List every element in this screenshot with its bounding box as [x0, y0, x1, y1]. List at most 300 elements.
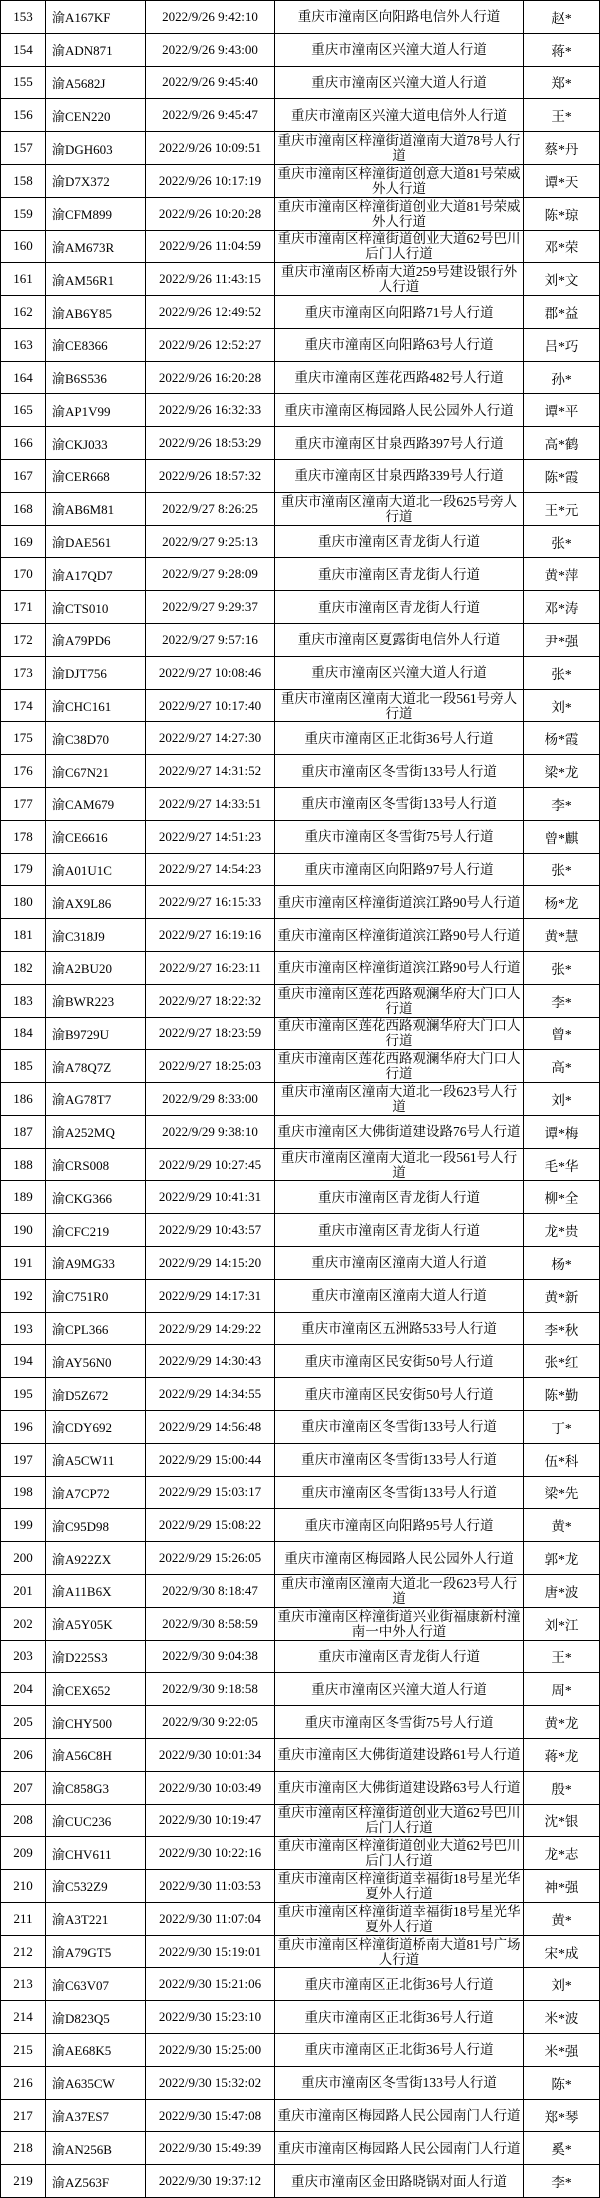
plate-number: 渝AE68K5 [52, 2043, 112, 2059]
table-row [1, 1181, 600, 1214]
plate-number-cell [46, 1542, 146, 1575]
plate-number: 渝AY56N0 [52, 1354, 112, 1370]
plate-number: 渝CEN220 [52, 108, 111, 124]
table-row [1, 1, 600, 34]
timestamp-cell [146, 1149, 275, 1182]
owner-name-cell [524, 427, 600, 460]
table-row [1, 493, 600, 526]
timestamp: 2022/9/29 9:38:10 [162, 1123, 258, 1139]
plate-number: 渝C63V07 [52, 1977, 110, 1993]
location: 重庆市潼南区冬雪街133号人行道 [301, 2075, 497, 2091]
timestamp-cell [146, 1378, 275, 1411]
timestamp: 2022/9/27 9:25:13 [162, 533, 258, 549]
plate-number-cell [46, 1837, 146, 1870]
plate-number-cell [46, 99, 146, 132]
timestamp-cell [146, 2165, 275, 2198]
row-number-cell [1, 1116, 46, 1149]
owner-name: 蔡*丹 [544, 142, 579, 158]
table-row [1, 1444, 600, 1477]
owner-name: 刘*文 [544, 273, 579, 289]
plate-number: 渝B6S536 [52, 371, 107, 387]
row-number: 168 [13, 500, 33, 516]
location-cell [275, 1608, 524, 1641]
timestamp: 2022/9/26 18:53:29 [158, 435, 262, 451]
plate-number-cell [46, 2001, 146, 2034]
timestamp: 2022/9/30 10:01:34 [158, 1746, 262, 1762]
owner-name: 杨* [551, 1256, 572, 1272]
plate-number-cell [46, 263, 146, 296]
row-number: 173 [13, 664, 33, 680]
row-number: 198 [13, 1484, 33, 1500]
row-number-cell [1, 296, 46, 329]
owner-name: 高*鹤 [544, 437, 579, 453]
plate-number: 渝DJT756 [52, 666, 107, 682]
plate-number: 渝B9729U [52, 1026, 110, 1042]
timestamp-cell [146, 2067, 275, 2100]
timestamp-cell [146, 296, 275, 329]
plate-number-cell [46, 1870, 146, 1903]
timestamp-cell [146, 755, 275, 788]
timestamp: 2022/9/26 16:20:28 [158, 369, 262, 385]
table-row [1, 198, 600, 231]
timestamp-cell [146, 1116, 275, 1149]
timestamp: 2022/9/30 8:18:47 [162, 1582, 258, 1598]
row-number: 210 [13, 1877, 33, 1893]
location: 重庆市潼南区桥南大道259号建设银行外人行道 [280, 264, 518, 295]
table-row [1, 788, 600, 821]
plate-number: 渝CHC161 [52, 699, 112, 714]
row-number-cell [1, 1805, 46, 1838]
table-row [1, 1903, 600, 1936]
plate-number-cell [46, 1805, 146, 1838]
row-number-cell [1, 1772, 46, 1805]
table-row [1, 1542, 600, 1575]
location: 重庆市潼南区冬雪街133号人行道 [301, 1452, 497, 1468]
location: 重庆市潼南区向阳路71号人行道 [304, 304, 494, 320]
plate-number-cell [46, 657, 146, 690]
plate-number-cell [46, 624, 146, 657]
location: 重庆市潼南区冬雪街133号人行道 [301, 1484, 497, 1500]
table-row [1, 526, 600, 559]
owner-name-cell [524, 1247, 600, 1280]
plate-number: 渝D7X372 [52, 174, 110, 190]
location: 重庆市潼南区潼南大道北一段623号人行道 [280, 1083, 518, 1114]
owner-name-cell [524, 1739, 600, 1772]
plate-number-cell [46, 1673, 146, 1706]
location: 重庆市潼南区民安街50号人行道 [304, 1386, 494, 1402]
owner-name-cell [524, 1018, 600, 1051]
row-number-cell [1, 1673, 46, 1706]
owner-name-cell [524, 1641, 600, 1674]
row-number-cell [1, 460, 46, 493]
location: 重庆市潼南区冬雪街133号人行道 [301, 1419, 497, 1435]
location: 重庆市潼南区兴潼大道人行道 [311, 42, 487, 58]
owner-name-cell [524, 624, 600, 657]
owner-name-cell [524, 886, 600, 919]
timestamp: 2022/9/27 16:15:33 [158, 894, 262, 910]
owner-name-cell [524, 1837, 600, 1870]
row-number-cell [1, 231, 46, 264]
timestamp-cell [146, 1805, 275, 1838]
table-row [1, 919, 600, 952]
owner-name: 张*红 [544, 1355, 579, 1371]
plate-number: 渝A79PD6 [52, 633, 111, 649]
plate-number: 渝AB6Y85 [52, 305, 112, 321]
owner-name: 刘* [551, 1092, 572, 1108]
plate-number-cell [46, 558, 146, 591]
row-number: 183 [13, 992, 33, 1008]
row-number-cell [1, 1247, 46, 1280]
plate-number: 渝A79GT5 [52, 1945, 112, 1961]
plate-number-cell [46, 394, 146, 427]
plate-number: 渝A17QD7 [52, 567, 113, 583]
row-number-cell [1, 755, 46, 788]
location-cell [275, 1706, 524, 1739]
plate-number-cell [46, 1345, 146, 1378]
timestamp-cell [146, 34, 275, 67]
location: 重庆市潼南区莲花西路观澜华府大门口人行道 [277, 1051, 521, 1082]
plate-number-cell [46, 788, 146, 821]
location-cell [275, 1575, 524, 1608]
owner-name-cell [524, 2100, 600, 2133]
plate-number-cell [46, 1149, 146, 1182]
table-row [1, 1477, 600, 1510]
location-cell [275, 1116, 524, 1149]
timestamp-cell [146, 2132, 275, 2165]
owner-name: 陈* [551, 2076, 572, 2092]
owner-name-cell [524, 1378, 600, 1411]
location-cell [275, 755, 524, 788]
plate-number: 渝AM673R [52, 239, 115, 255]
owner-name-cell [524, 854, 600, 887]
plate-number: 渝A7CP72 [52, 1485, 110, 1501]
plate-number-cell [46, 985, 146, 1018]
owner-name-cell [524, 1313, 600, 1346]
location-cell [275, 231, 524, 264]
plate-number-cell [46, 526, 146, 559]
row-number-cell [1, 99, 46, 132]
row-number: 189 [13, 1189, 33, 1205]
location-cell [275, 1641, 524, 1674]
row-number-cell [1, 1018, 46, 1051]
owner-name-cell [524, 2034, 600, 2067]
location: 重庆市潼南区梓潼街道创意大道81号荣威外人行道 [277, 165, 521, 196]
timestamp: 2022/9/26 9:45:47 [162, 107, 258, 123]
row-number: 175 [13, 730, 33, 746]
location-cell [275, 526, 524, 559]
location: 重庆市潼南区梅园路人民公园南门人行道 [277, 2140, 521, 2156]
location-cell [275, 1018, 524, 1051]
row-number-cell [1, 1542, 46, 1575]
row-number-cell [1, 1444, 46, 1477]
plate-number-cell [46, 1444, 146, 1477]
timestamp-cell [146, 67, 275, 100]
location: 重庆市潼南区梅园路人民公园外人行道 [284, 1550, 514, 1566]
location-cell [275, 1181, 524, 1214]
location: 重庆市潼南区梓潼街道创业大道81号荣威外人行道 [277, 198, 521, 229]
table-row [1, 1411, 600, 1444]
row-number-cell [1, 952, 46, 985]
owner-name-cell [524, 1870, 600, 1903]
owner-name-cell [524, 821, 600, 854]
location: 重庆市潼南区潼南大道人行道 [311, 1255, 487, 1271]
timestamp: 2022/9/27 9:29:37 [162, 599, 258, 615]
plate-number-cell [46, 1018, 146, 1051]
plate-number: 渝C67N21 [52, 764, 110, 780]
owner-name-cell [524, 99, 600, 132]
timestamp-cell [146, 1837, 275, 1870]
timestamp: 2022/9/29 14:30:43 [158, 1353, 262, 1369]
owner-name: 王* [551, 1650, 572, 1666]
location-cell [275, 1903, 524, 1936]
plate-number: 渝CUC236 [52, 1813, 112, 1829]
table-row [1, 1509, 600, 1542]
location: 重庆市潼南区梓潼街道兴业街福康新村潼南一中外人行道 [277, 1608, 521, 1639]
timestamp: 2022/9/27 8:26:25 [162, 500, 258, 516]
row-number: 180 [13, 894, 33, 910]
owner-name-cell [524, 1444, 600, 1477]
timestamp-cell [146, 1, 275, 34]
table-row [1, 2034, 600, 2067]
row-number-cell [1, 1477, 46, 1510]
row-number-cell [1, 2132, 46, 2165]
table-row [1, 591, 600, 624]
timestamp-cell [146, 657, 275, 690]
owner-name: 邓*涛 [544, 601, 579, 617]
location-cell [275, 1214, 524, 1247]
plate-number: 渝CHY500 [52, 1715, 112, 1731]
timestamp-cell [146, 1509, 275, 1542]
plate-number: 渝AM56R1 [52, 272, 115, 288]
location: 重庆市潼南区大佛街道建设路63号人行道 [277, 1780, 521, 1796]
row-number: 193 [13, 1320, 33, 1336]
plate-number: 渝D225S3 [52, 1649, 108, 1665]
table-row [1, 2001, 600, 2034]
location: 重庆市潼南区向阳路95号人行道 [304, 1517, 494, 1533]
location-cell [275, 657, 524, 690]
plate-number: 渝DAE561 [52, 535, 112, 551]
timestamp-cell [146, 427, 275, 460]
row-number-cell [1, 1608, 46, 1641]
location: 重庆市潼南区梅园路人民公园南门人行道 [277, 2108, 521, 2124]
owner-name: 吕*巧 [544, 338, 579, 354]
location-cell [275, 1083, 524, 1116]
timestamp: 2022/9/30 10:19:47 [158, 1812, 262, 1828]
row-number: 199 [13, 1517, 33, 1533]
timestamp-cell [146, 919, 275, 952]
plate-number: 渝A5Y05K [52, 1617, 113, 1633]
plate-number-cell [46, 460, 146, 493]
plate-number-cell [46, 591, 146, 624]
row-number: 201 [13, 1582, 33, 1598]
plate-number-cell [46, 2034, 146, 2067]
owner-name: 黄* [551, 1519, 572, 1535]
location: 重庆市潼南区青龙街人行道 [318, 1222, 480, 1238]
plate-number: 渝DGH603 [52, 141, 113, 157]
row-number-cell [1, 67, 46, 100]
timestamp-cell [146, 263, 275, 296]
location: 重庆市潼南区正北街36号人行道 [304, 1976, 494, 1992]
owner-name-cell [524, 690, 600, 723]
plate-number-cell [46, 1706, 146, 1739]
table-row [1, 1772, 600, 1805]
owner-name: 黄*萍 [544, 568, 579, 584]
owner-name: 米*波 [544, 2011, 579, 2027]
table-row [1, 952, 600, 985]
owner-name-cell [524, 2067, 600, 2100]
timestamp: 2022/9/30 15:19:01 [158, 1943, 262, 1959]
timestamp: 2022/9/30 9:18:58 [162, 1681, 258, 1697]
plate-number: 渝A635CW [52, 2076, 115, 2092]
row-number-cell [1, 263, 46, 296]
plate-number: 渝A5682J [52, 75, 106, 91]
row-number: 153 [13, 8, 33, 24]
timestamp: 2022/9/30 15:49:39 [158, 2140, 262, 2156]
table-row [1, 2067, 600, 2100]
plate-number: 渝CER668 [52, 469, 110, 485]
table-row [1, 1345, 600, 1378]
row-number: 192 [13, 1287, 33, 1303]
row-number-cell [1, 329, 46, 362]
table-row [1, 362, 600, 395]
location-cell [275, 2165, 524, 2198]
plate-number: 渝CHV611 [52, 1846, 112, 1862]
location: 重庆市潼南区兴潼大道电信外人行道 [291, 107, 507, 123]
location-cell [275, 34, 524, 67]
owner-name: 唐*波 [544, 1584, 579, 1600]
timestamp-cell [146, 460, 275, 493]
plate-number-cell [46, 1, 146, 34]
owner-name: 郑* [551, 76, 572, 92]
plate-number: 渝C95D98 [52, 1518, 110, 1534]
plate-number-cell [46, 231, 146, 264]
owner-name: 梁*龙 [544, 765, 579, 781]
row-number-cell [1, 1641, 46, 1674]
row-number: 181 [13, 927, 33, 943]
plate-number-cell [46, 296, 146, 329]
row-number: 190 [13, 1222, 33, 1238]
table-row [1, 2132, 600, 2165]
location-cell [275, 99, 524, 132]
timestamp: 2022/9/26 9:45:40 [162, 74, 258, 90]
owner-name: 黄*新 [544, 1289, 579, 1305]
plate-number: 渝A37ES7 [52, 2109, 110, 2125]
row-number: 213 [13, 1976, 33, 1992]
timestamp: 2022/9/29 14:34:55 [158, 1386, 262, 1402]
plate-number: 渝ADN871 [52, 43, 113, 59]
row-number-cell [1, 1411, 46, 1444]
location-cell [275, 2034, 524, 2067]
plate-number-cell [46, 493, 146, 526]
location-cell [275, 1149, 524, 1182]
owner-name-cell [524, 1345, 600, 1378]
timestamp-cell [146, 165, 275, 198]
timestamp: 2022/9/30 11:03:53 [159, 1877, 261, 1893]
timestamp-cell [146, 1411, 275, 1444]
row-number: 156 [13, 107, 33, 123]
timestamp-cell [146, 854, 275, 887]
timestamp: 2022/9/27 14:51:23 [158, 828, 262, 844]
timestamp: 2022/9/26 10:20:28 [158, 205, 262, 221]
table-row [1, 132, 600, 165]
location: 重庆市潼南区大佛街道建设路61号人行道 [277, 1747, 521, 1763]
owner-name: 丁* [551, 1420, 572, 1436]
location-cell [275, 1, 524, 34]
location-cell [275, 1313, 524, 1346]
row-number: 218 [13, 2140, 33, 2156]
owner-name-cell [524, 296, 600, 329]
owner-name: 龙*贵 [544, 1224, 579, 1240]
row-number: 176 [13, 763, 33, 779]
owner-name-cell [524, 394, 600, 427]
row-number-cell [1, 1378, 46, 1411]
timestamp-cell [146, 1247, 275, 1280]
row-number-cell [1, 985, 46, 1018]
plate-number-cell [46, 2165, 146, 2198]
owner-name: 张* [551, 863, 572, 879]
row-number-cell [1, 1739, 46, 1772]
owner-name: 郑*琴 [544, 2109, 579, 2125]
location: 重庆市潼南区冬雪街133号人行道 [301, 763, 497, 779]
timestamp: 2022/9/27 14:31:52 [158, 763, 262, 779]
owner-name: 郭*龙 [544, 1552, 579, 1568]
table-row [1, 854, 600, 887]
row-number: 162 [13, 304, 33, 319]
row-number: 202 [13, 1615, 33, 1631]
owner-name: 谭*梅 [544, 1125, 579, 1141]
timestamp: 2022/9/26 11:43:15 [159, 271, 261, 287]
timestamp: 2022/9/30 10:22:16 [158, 1845, 262, 1861]
owner-name-cell [524, 985, 600, 1018]
table-row [1, 394, 600, 427]
plate-number-cell [46, 165, 146, 198]
location-cell [275, 1542, 524, 1575]
location: 重庆市潼南区青龙街人行道 [318, 1648, 480, 1664]
row-number: 165 [13, 402, 33, 418]
table-row [1, 1214, 600, 1247]
location: 重庆市潼南区潼南大道人行道 [311, 1288, 487, 1304]
row-number: 216 [13, 2074, 33, 2090]
owner-name: 李* [551, 797, 572, 813]
owner-name: 王*元 [544, 502, 579, 518]
row-number-cell [1, 886, 46, 919]
plate-number: 渝CKG366 [52, 1190, 112, 1206]
plate-number: 渝A9MG33 [52, 1256, 115, 1272]
owner-name-cell [524, 1968, 600, 2001]
table-row [1, 1870, 600, 1903]
timestamp-cell [146, 1018, 275, 1051]
row-number-cell [1, 1280, 46, 1313]
row-number: 204 [13, 1681, 33, 1697]
table-row [1, 1968, 600, 2001]
owner-name-cell [524, 2001, 600, 2034]
owner-name-cell [524, 788, 600, 821]
table-row [1, 1116, 600, 1149]
plate-number: 渝A01U1C [52, 862, 112, 878]
location: 重庆市潼南区向阳路97号人行道 [304, 861, 494, 877]
table-row [1, 1575, 600, 1608]
plate-number-cell [46, 1083, 146, 1116]
owner-name-cell [524, 1805, 600, 1838]
owner-name-cell [524, 1116, 600, 1149]
location: 重庆市潼南区莲花西路观澜华府大门口人行道 [277, 985, 521, 1016]
table-row [1, 755, 600, 788]
row-number: 205 [13, 1714, 33, 1730]
owner-name: 刘* [551, 699, 572, 715]
row-number: 212 [13, 1943, 33, 1959]
owner-name-cell [524, 526, 600, 559]
timestamp-cell [146, 1772, 275, 1805]
